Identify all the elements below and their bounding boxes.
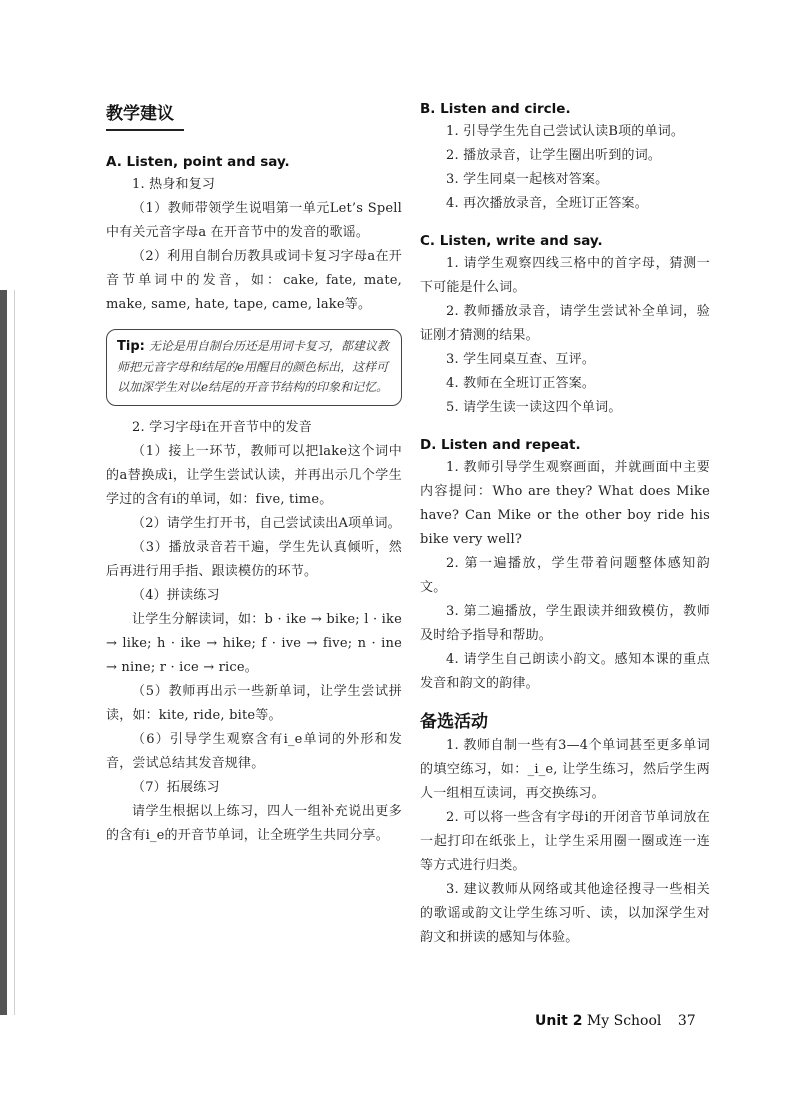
paragraph: 2. 学习字母i在开音节中的发音 <box>132 420 312 435</box>
section-b-heading: B. Listen and circle. <box>420 101 571 117</box>
paragraph: 1. 请学生观察四线三格中的首字母，猜测一下可能是什么词。 <box>420 256 710 295</box>
paragraph: 1. 教师引导学生观察画面，并就画面中主要内容提问：Who are they? What does Mike have? Can Mike or the other boy ride his bike very well? <box>420 460 710 547</box>
paragraph: 2. 第一遍播放，学生带着问题整体感知韵文。 <box>420 556 710 595</box>
paragraph: （1）教师带领学生说唱第一单元Let’s Spell中有关元音字母a 在开音节中的发音的歌谣。 <box>106 201 402 240</box>
tip-box <box>106 329 402 406</box>
tip-label: Tip: <box>117 339 145 354</box>
page-title: 教学建议 <box>106 102 184 131</box>
page-footer <box>535 1013 696 1029</box>
paragraph: （3）播放录音若干遍，学生先认真倾听，然后再进行用手指、跟读模仿的环节。 <box>106 540 402 579</box>
paragraph: 1. 教师自制一些有3—4个单词甚至更多单词的填空练习，如：_i_e, 让学生练习，然后学生两人一组相互读词，再交换练习。 <box>420 738 710 801</box>
paragraph: 2. 播放录音，让学生圈出听到的词。 <box>446 148 662 163</box>
paragraph: 2. 教师播放录音，请学生尝试补全单词，验证刚才猜测的结果。 <box>420 304 710 343</box>
paragraph: （7）拓展练习 <box>132 780 220 795</box>
paragraph: 5. 请学生读一读这四个单词。 <box>446 400 622 415</box>
right-column <box>420 98 710 950</box>
tip-text: 无论是用自制台历还是用词卡复习，都建议教师把元音字母和结尾的e用醒目的颜色标出，这样可以加深学生对以e结尾的开音节结构的印象和记忆。 <box>117 339 389 394</box>
footer-school: My School <box>586 1013 662 1029</box>
section-c-heading: C. Listen, write and say. <box>420 233 603 249</box>
paragraph: 2. 可以将一些含有字母i的开闭音节单词放在一起打印在纸张上，让学生采用圈一圈或连一连等方式进行归类。 <box>420 810 710 873</box>
page-edge-bar <box>0 290 7 1015</box>
paragraph: 请学生根据以上练习，四人一组补充说出更多的含有i_e的开音节单词，让全班学生共同分享。 <box>106 804 402 843</box>
paragraph: 3. 第二遍播放，学生跟读并细致模仿，教师及时给予指导和帮助。 <box>420 604 710 643</box>
paragraph: （2）请学生打开书，自己尝试读出A项单词。 <box>132 516 401 531</box>
paragraph: 1. 引导学生先自己尝试认读B项的单词。 <box>446 124 685 139</box>
paragraph: （4）拼读练习 <box>132 588 220 603</box>
paragraph: （6）引导学生观察含有i_e单词的外形和发音，尝试总结其发音规律。 <box>106 732 402 771</box>
paragraph: 3. 学生同桌一起核对答案。 <box>446 172 609 187</box>
paragraph: 1. 热身和复习 <box>132 177 216 192</box>
paragraph: （2）利用自制台历教具或词卡复习字母a在开音节单词中的发音，如：cake, fate, mate, make, same, hate, tape, came, lake等。 <box>106 249 402 312</box>
paragraph: 3. 学生同桌互查、互评。 <box>446 352 596 367</box>
page-edge-line <box>14 290 15 1015</box>
page-number: 37 <box>677 1013 696 1029</box>
paragraph: 4. 教师在全班订正答案。 <box>446 376 596 391</box>
extra-activities-heading: 备选活动 <box>420 712 488 732</box>
paragraph: 让学生分解读词，如：b · ike → bike; l · ike → like; h · ike → hike; f · ive → five; n · ine → nine; r · ice → rice。 <box>106 612 402 675</box>
footer-unit: Unit 2 <box>535 1013 583 1029</box>
paragraph: 4. 请学生自己朗读小韵文。感知本课的重点发音和韵文的韵律。 <box>420 652 710 691</box>
section-a-heading: A. Listen, point and say. <box>106 154 290 170</box>
paragraph: 4. 再次播放录音，全班订正答案。 <box>446 196 648 211</box>
paragraph: 3. 建议教师从网络或其他途径搜寻一些相关的歌谣或韵文让学生练习听、读，以加深学生对韵文和拼读的感知与体验。 <box>420 882 710 945</box>
left-column <box>106 98 402 848</box>
paragraph: （5）教师再出示一些新单词，让学生尝试拼读，如：kite, ride, bite等。 <box>106 684 402 723</box>
paragraph: （1）接上一环节，教师可以把lake这个词中的a替换成i，让学生尝试认读，并再出示几个学生学过的含有i的单词，如：five, time。 <box>106 444 402 507</box>
section-d-heading: D. Listen and repeat. <box>420 437 581 453</box>
